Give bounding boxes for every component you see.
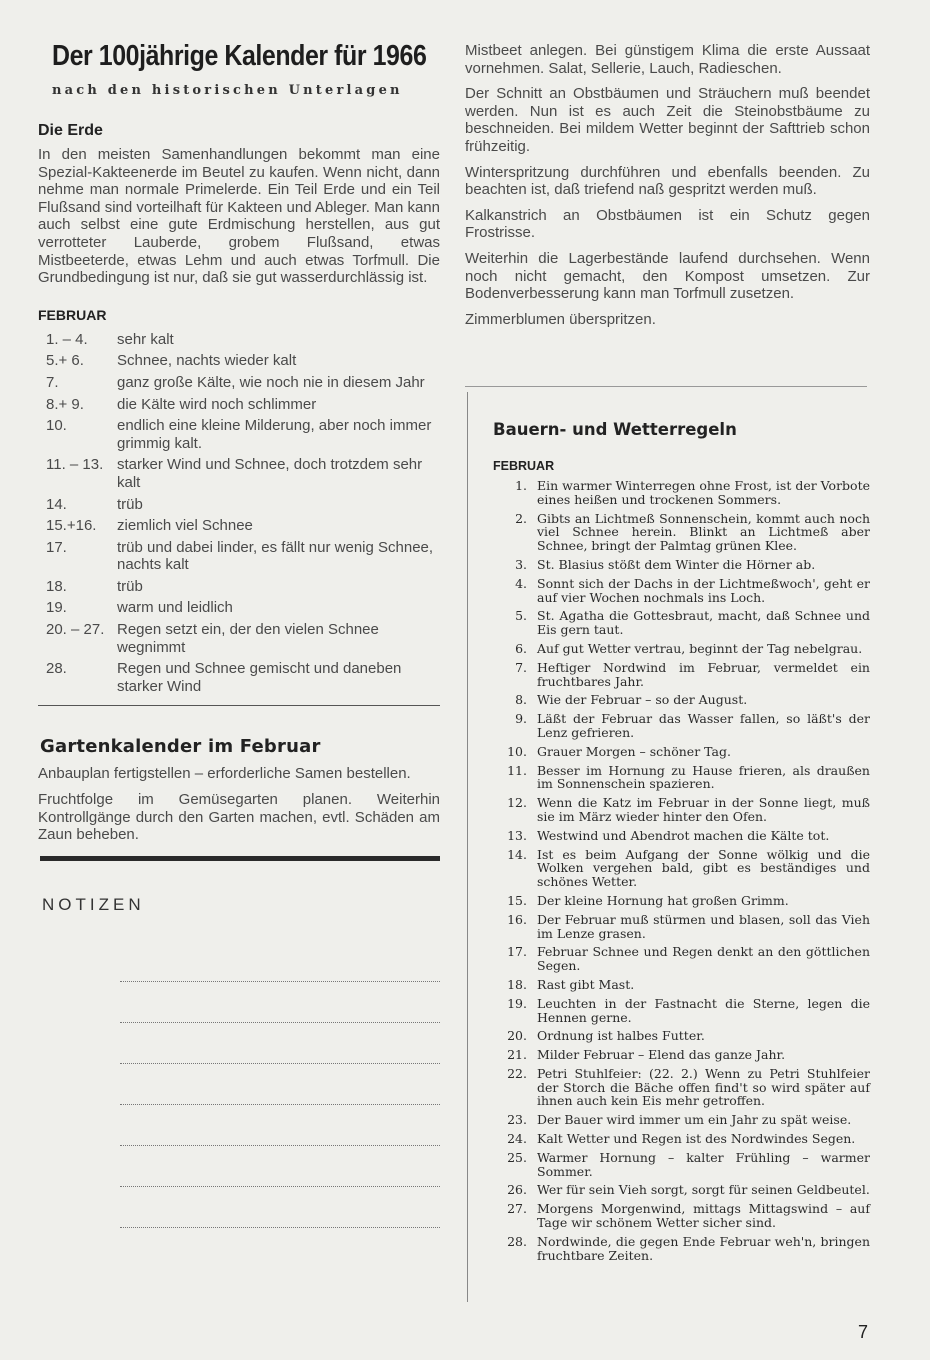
rule-text: Februar Schnee und Regen denkt an den göttlichen Segen.: [537, 944, 870, 974]
garden-heading: Gartenkalender im Februar: [40, 736, 321, 758]
rule-item: [493, 1029, 870, 1043]
forecast-day: 7.: [46, 373, 59, 391]
forecast-text: die Kälte wird noch schlimmer: [117, 395, 317, 413]
rule-text: Ist es beim Aufgang der Sonne wölkig und die Wolken vergehen bald, gibt es beständiges und schönes Wetter.: [537, 846, 870, 890]
rule-item: [493, 479, 870, 507]
page-number: 7: [857, 1322, 868, 1342]
rule-text: St. Blasius stößt dem Winter die Hörner ab.: [537, 556, 816, 572]
rule-number: 22.: [507, 1065, 527, 1081]
right-divider: [465, 386, 867, 387]
garden-paragraph: Der Schnitt an Obstbäumen und Sträuchern muß beendet werden. Nun ist es auch Zeit die Steinobstbäume zu beschneiden. Bei mildem Wetter beginnt der Safttrieb schon frühzeitig.: [465, 85, 870, 155]
rule-number: 19.: [507, 995, 527, 1011]
rule-text: Besser im Hornung zu Hause frieren, als draußen im Sonnenschein spazieren.: [537, 762, 870, 792]
rule-text: Ordnung ist halbes Futter.: [537, 1028, 705, 1044]
forecast-heading: FEBRUAR: [38, 306, 107, 323]
erde-text: In den meisten Samenhandlungen bekommt man eine Spezial-Kakteenerde im Beutel zu kaufen. Wenn nicht, dann nehme man normale Primelerde. Ein Teil Erde und ein Teil Flußsand sind vorteilhaft für Kakteen und Ableger. Man kann auch selbst eine gute Erdmischung herstellen, aus gut verrotteter Lauberde, grobem Flußsand, etwas Mistbeeterde, etwas Lehm und auch etwas Torfmull. Die Grundbedingung ist nur, daß sie gut wasserdurchlässig ist.: [38, 146, 440, 287]
rule-number: 15.: [507, 892, 527, 908]
rule-text: Sonnt sich der Dachs in der Lichtmeßwoch', geht er auf vier Wochen nochmals ins Loch.: [537, 575, 870, 605]
rule-item: [493, 693, 870, 707]
forecast-row: [46, 396, 440, 414]
note-line[interactable]: [120, 1023, 440, 1064]
forecast-row: [46, 417, 440, 452]
forecast-day: 15.+16.: [46, 517, 97, 535]
rule-number: 20.: [507, 1028, 527, 1044]
rule-number: 11.: [507, 762, 527, 778]
rule-item: [493, 512, 870, 553]
forecast-text: Schnee, nachts wieder kalt: [117, 352, 297, 370]
weather-rules: [493, 420, 870, 1267]
erde-heading: Die Erde: [38, 122, 103, 139]
forecast-row: [46, 331, 440, 349]
rule-item: [493, 661, 870, 689]
forecast-row: [46, 599, 440, 617]
rule-item: [493, 1202, 870, 1230]
rule-text: Kalt Wetter und Regen ist des Nordwindes Segen.: [537, 1131, 856, 1147]
forecast-row: [46, 621, 440, 656]
forecast-text: trüb und dabei linder, es fällt nur wenig Schnee, nachts kalt: [117, 538, 434, 574]
forecast-text: trüb: [117, 495, 143, 513]
left-column: [38, 40, 440, 1228]
rule-item: [493, 712, 870, 740]
rule-item: [493, 1151, 870, 1179]
rule-text: Morgens Morgenwind, mittags Mittagswind – auf Tage wir schönem Wetter sicher sind.: [537, 1201, 870, 1231]
rule-number: 1.: [515, 478, 527, 493]
forecast-day: 17.: [46, 538, 67, 556]
rule-item: [493, 945, 870, 973]
note-line[interactable]: [120, 1146, 440, 1187]
rule-item: [493, 796, 870, 824]
rule-text: Wer für sein Vieh sorgt, sorgt für seinen Geldbeutel.: [537, 1182, 870, 1198]
rule-number: 12.: [507, 795, 527, 811]
rule-number: 8.: [515, 692, 527, 708]
rule-text: Der kleine Hornung hat großen Grimm.: [537, 892, 789, 908]
rule-text: Auf gut Wetter vertrau, beginnt der Tag nebelgrau.: [537, 640, 863, 656]
forecast-day: 20. – 27.: [46, 621, 105, 639]
forecast-day: 14.: [46, 495, 67, 513]
garden-paragraph: Zimmerblumen überspritzen.: [465, 310, 656, 328]
forecast-row: [46, 496, 440, 514]
rule-item: [493, 577, 870, 605]
rule-number: 4.: [515, 575, 527, 591]
rule-item: [493, 1113, 870, 1127]
rule-item: [493, 642, 870, 656]
rule-text: Wenn die Katz im Februar in der Sonne liegt, muß sie im März wieder hinter den Ofen.: [537, 795, 870, 824]
rule-number: 25.: [507, 1149, 527, 1165]
rule-number: 26.: [507, 1182, 527, 1198]
forecast-row: [46, 352, 440, 370]
rule-number: 28.: [507, 1233, 527, 1249]
rules-heading: Bauern- und Wetterregeln: [493, 420, 737, 439]
forecast-text: sehr kalt: [117, 330, 174, 348]
forecast-day: 11. – 13.: [46, 456, 104, 474]
rule-text: Nordwinde, die gegen Ende Februar weh'n, bringen fruchtbare Zeiten.: [537, 1233, 870, 1263]
rule-text: St. Agatha die Gottesbraut, macht, daß Schnee und Eis gern taut.: [537, 608, 870, 638]
forecast-row: [46, 660, 440, 695]
rule-item: [493, 745, 870, 759]
rule-text: Westwind und Abendrot machen die Kälte tot.: [537, 827, 830, 843]
rule-number: 7.: [515, 659, 527, 675]
rule-item: [493, 1048, 870, 1062]
rule-text: Der Bauer wird immer um ein Jahr zu spät weise.: [537, 1112, 852, 1128]
forecast-row: [46, 456, 440, 491]
forecast-row: [46, 539, 440, 574]
rule-text: Rast gibt Mast.: [537, 976, 635, 992]
rule-item: [493, 894, 870, 908]
rule-item: [493, 1235, 870, 1263]
forecast-text: Regen setzt ein, der den vielen Schnee wegnimmt: [117, 621, 379, 656]
rule-text: Läßt der Februar das Wasser fallen, so läßt's der Lenz gefrieren.: [537, 711, 870, 740]
rule-number: 3.: [515, 556, 527, 572]
rule-item: [493, 978, 870, 992]
rule-item: [493, 848, 870, 889]
rule-number: 6.: [515, 640, 527, 656]
rule-item: [493, 1067, 870, 1108]
rule-item: [493, 913, 870, 941]
rule-number: 17.: [507, 944, 527, 960]
rule-number: 2.: [515, 510, 527, 526]
forecast-text: ganz große Kälte, wie noch nie in diesem Jahr: [117, 373, 425, 391]
garden-paragraph: Kalkanstrich an Obstbäumen ist ein Schutz gegen Frostrisse.: [465, 206, 870, 242]
rule-text: Leuchten in der Fastnacht die Sterne, legen die Hennen gerne.: [537, 995, 870, 1025]
rule-text: Wie der Februar – so der August.: [537, 692, 748, 708]
rule-text: Der Februar muß stürmen und blasen, soll das Vieh im Lenze grasen.: [537, 911, 870, 941]
rule-number: 21.: [507, 1047, 527, 1063]
rule-item: [493, 1183, 870, 1197]
forecast-text: trüb: [117, 577, 143, 595]
forecast-day: 8.+ 9.: [46, 395, 84, 413]
right-column: [465, 42, 870, 336]
vertical-rule: [467, 392, 468, 1302]
rule-text: Ein warmer Winterregen ohne Frost, ist der Vorbote eines heißen und trockenen Sommers.: [537, 478, 870, 507]
page-title: Der 100jährige Kalender für 1966: [52, 40, 427, 72]
rule-text: Heftiger Nordwind im Februar, vermeldet ein fruchtbares Jahr.: [537, 659, 870, 689]
rule-text: Grauer Morgen – schöner Tag.: [537, 743, 731, 759]
rule-number: 5.: [515, 608, 527, 624]
rule-number: 27.: [507, 1201, 527, 1217]
section-divider: [38, 705, 440, 706]
garden-paragraph: Weiterhin die Lagerbestände laufend durchsehen. Wenn noch nicht gemacht, den Kompost umsetzen. Zur Bodenverbesserung kann man Torfmull zusetzen.: [465, 249, 870, 303]
rule-number: 16.: [507, 911, 527, 927]
rule-item: [493, 558, 870, 572]
forecast-day: 19.: [46, 599, 67, 617]
forecast-text: endlich eine kleine Milderung, aber noch immer grimmig kalt.: [117, 417, 432, 452]
forecast-text: starker Wind und Schnee, doch trotzdem sehr kalt: [117, 456, 423, 491]
forecast-text: ziemlich viel Schnee: [117, 517, 253, 535]
forecast-row: [46, 517, 440, 535]
forecast-day: 1. – 4.: [46, 330, 88, 348]
note-line[interactable]: [120, 941, 440, 982]
forecast-day: 18.: [46, 577, 67, 595]
thick-divider: [40, 856, 440, 861]
rule-item: [493, 764, 870, 792]
rule-number: 14.: [507, 846, 527, 862]
garden-paragraph: Anbauplan fertigstellen – erforderliche Samen bestellen.: [38, 765, 411, 783]
forecast-text: Regen und Schnee gemischt und daneben starker Wind: [117, 660, 402, 695]
note-line[interactable]: [120, 1064, 440, 1105]
rule-text: Gibts an Lichtmeß Sonnenschein, kommt auch noch viel Schnee herein. Blinkt an Lichtmeß aber Schnee, bringt der Palmtag grünen Klee.: [537, 510, 870, 554]
forecast-day: 10.: [46, 417, 67, 435]
rule-number: 13.: [507, 827, 527, 843]
rule-number: 23.: [507, 1112, 527, 1128]
rules-month: FEBRUAR: [493, 459, 555, 473]
forecast-row: [46, 374, 440, 392]
forecast-text: warm und leidlich: [117, 599, 233, 617]
rule-item: [493, 609, 870, 637]
note-line[interactable]: [120, 1187, 440, 1228]
page-subtitle: nach den historischen Unterlagen: [52, 83, 403, 98]
rule-item: [493, 997, 870, 1025]
garden-paragraph: Winterspritzung durchführen und ebenfalls beenden. Zu beachten ist, daß triefend naß gespritzt werden muß.: [465, 163, 870, 199]
rule-number: 9.: [515, 711, 527, 727]
rule-text: Petri Stuhlfeier: (22. 2.) Wenn zu Petri Stuhlfeier der Storch die Bäche offen find't so wird später auf ihnen auch kein Eis mehr getroffen.: [537, 1065, 870, 1109]
rules-list: [493, 479, 870, 1262]
forecast-day: 5.+ 6.: [46, 352, 84, 370]
forecast-list: [46, 331, 440, 696]
forecast-row: [46, 578, 440, 596]
rule-number: 10.: [507, 743, 527, 759]
note-line[interactable]: [120, 982, 440, 1023]
rule-item: [493, 829, 870, 843]
garden-paragraph: Fruchtfolge im Gemüsegarten planen. Weiterhin Kontrollgänge durch den Garten machen, evtl. Schäden am Zaun beheben.: [38, 791, 440, 844]
rule-number: 24.: [507, 1131, 527, 1147]
notizen-label: NOTIZEN: [42, 894, 145, 914]
note-lines: [120, 941, 440, 1228]
note-line[interactable]: [120, 1105, 440, 1146]
rule-text: Warmer Hornung – kalter Frühling – warmer Sommer.: [537, 1149, 870, 1179]
rule-number: 18.: [507, 976, 527, 992]
rule-text: Milder Februar – Elend das ganze Jahr.: [537, 1047, 786, 1063]
forecast-day: 28.: [46, 660, 67, 678]
garden-paragraph: Mistbeet anlegen. Bei günstigem Klima die erste Aussaat vornehmen. Salat, Sellerie, Lauch, Radieschen.: [465, 42, 870, 77]
rule-item: [493, 1132, 870, 1146]
